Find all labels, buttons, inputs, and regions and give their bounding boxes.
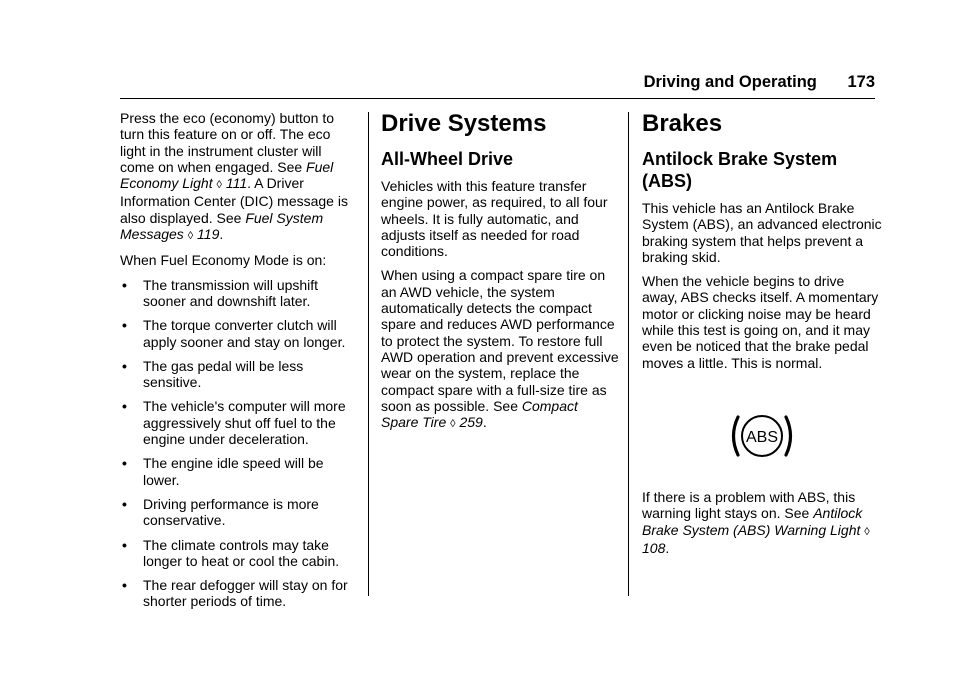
page-ref-119[interactable]: 119 bbox=[197, 226, 220, 243]
abs-icon-outer-right-arc bbox=[786, 417, 791, 455]
list-item: • The transmission will upshift sooner and downshift later. bbox=[122, 276, 319, 309]
list-item: • Driving performance is more conservative. bbox=[122, 495, 319, 529]
fuel-economy-effects-list bbox=[120, 277, 358, 610]
abs-icon-outer-left-arc bbox=[734, 417, 739, 455]
brakes-heading: Brakes bbox=[642, 110, 723, 137]
drive-systems-heading: Drive Systems bbox=[381, 110, 547, 137]
bullet-icon: • bbox=[122, 357, 127, 374]
abs-paragraph-2: When the vehicle begins to drive away, ABS checks itself. A momentary motor or clicking noise may be heard while this test is going on, and it may even be noticed that the brake pedal moves a little. This is normal. bbox=[642, 273, 879, 371]
abs-warning-light-icon bbox=[642, 413, 882, 459]
awd-paragraph-2: When using a compact spare tire on an AWD vehicle, the system automatically detects the compact spare and reduces AWD performance to protect the system. To restore full AWD operation and prevent excessive wear on the system, replace the compact spare with a full-size tire as soon as possible. See Compact Spare Tire ◊ 259. bbox=[381, 267, 619, 431]
column-fuel-economy bbox=[120, 110, 358, 618]
list-item: • The rear defogger will stay on for shorter periods of time. bbox=[122, 577, 348, 610]
page-ref-259[interactable]: 259 bbox=[459, 414, 483, 431]
bullet-icon: • bbox=[122, 495, 127, 512]
column-brakes bbox=[642, 110, 882, 564]
bullet-icon: • bbox=[122, 276, 127, 293]
page-number: 173 bbox=[847, 73, 875, 91]
link-fuel-system-messages[interactable]: Fuel System Messages bbox=[120, 209, 324, 243]
page-ref-108[interactable]: 108 bbox=[642, 539, 666, 556]
section-title: Driving and Operating bbox=[643, 73, 817, 91]
header-rule bbox=[120, 98, 875, 99]
abs-icon bbox=[729, 413, 795, 459]
link-abs-warning-light[interactable]: Antilock Brake System (ABS) Warning Light bbox=[642, 505, 863, 538]
list-item: • The climate controls may take longer to heat or cool the cabin. bbox=[122, 536, 340, 569]
list-item: • The engine idle speed will be lower. bbox=[122, 455, 324, 488]
awd-paragraph-1: Vehicles with this feature transfer engine power, as required, to all four wheels. It is fully automatic, and adjusts itself as needed for road conditions. bbox=[381, 178, 608, 260]
abs-icon-label: ABS bbox=[745, 428, 779, 446]
bullet-icon: • bbox=[122, 317, 127, 334]
when-fuel-economy-on: When Fuel Economy Mode is on: bbox=[120, 252, 327, 269]
abs-heading: Antilock Brake System (ABS) bbox=[642, 149, 838, 191]
fuel-economy-intro: Press the eco (economy) button to turn this feature on or off. The eco light in the instrument cluster will come on when engaged. See Fuel Economy Light ◊ 111. A Driver Information Center (DIC) message is also displayed. See Fuel System Messages ◊ 119. bbox=[120, 110, 348, 243]
page-ref-icon: ◊ bbox=[216, 179, 222, 192]
abs-paragraph-3: If there is a problem with ABS, this warning light stays on. See Antilock Brake System (ABS) Warning Light ◊ 108. bbox=[642, 488, 870, 556]
bullet-icon: • bbox=[122, 398, 127, 415]
list-item: • The vehicle's computer will more aggressively shut off fuel to the engine under deceleration. bbox=[122, 398, 346, 448]
column-divider-1 bbox=[368, 112, 369, 596]
list-item: • The gas pedal will be less sensitive. bbox=[122, 357, 304, 391]
link-compact-spare-tire[interactable]: Compact Spare Tire bbox=[381, 397, 578, 431]
bullet-icon: • bbox=[122, 536, 127, 553]
all-wheel-drive-heading: All-Wheel Drive bbox=[381, 149, 514, 169]
page-header bbox=[120, 72, 875, 96]
list-item: • The torque converter clutch will apply sooner and stay on longer. bbox=[122, 317, 346, 350]
link-fuel-economy-light[interactable]: Fuel Economy Light bbox=[120, 158, 334, 192]
column-drive-systems bbox=[381, 110, 619, 440]
page-ref-icon: ◊ bbox=[450, 418, 456, 431]
page-ref-icon: ◊ bbox=[187, 230, 194, 243]
abs-paragraph-1: This vehicle has an Antilock Brake System (ABS), an advanced electronic braking system that helps prevent a braking skid. bbox=[642, 200, 882, 265]
bullet-icon: • bbox=[122, 455, 127, 472]
page-ref-111[interactable]: 111 bbox=[225, 175, 248, 192]
bullet-icon: • bbox=[122, 577, 127, 594]
page-ref-icon: ◊ bbox=[864, 525, 870, 538]
column-divider-2 bbox=[628, 112, 629, 596]
